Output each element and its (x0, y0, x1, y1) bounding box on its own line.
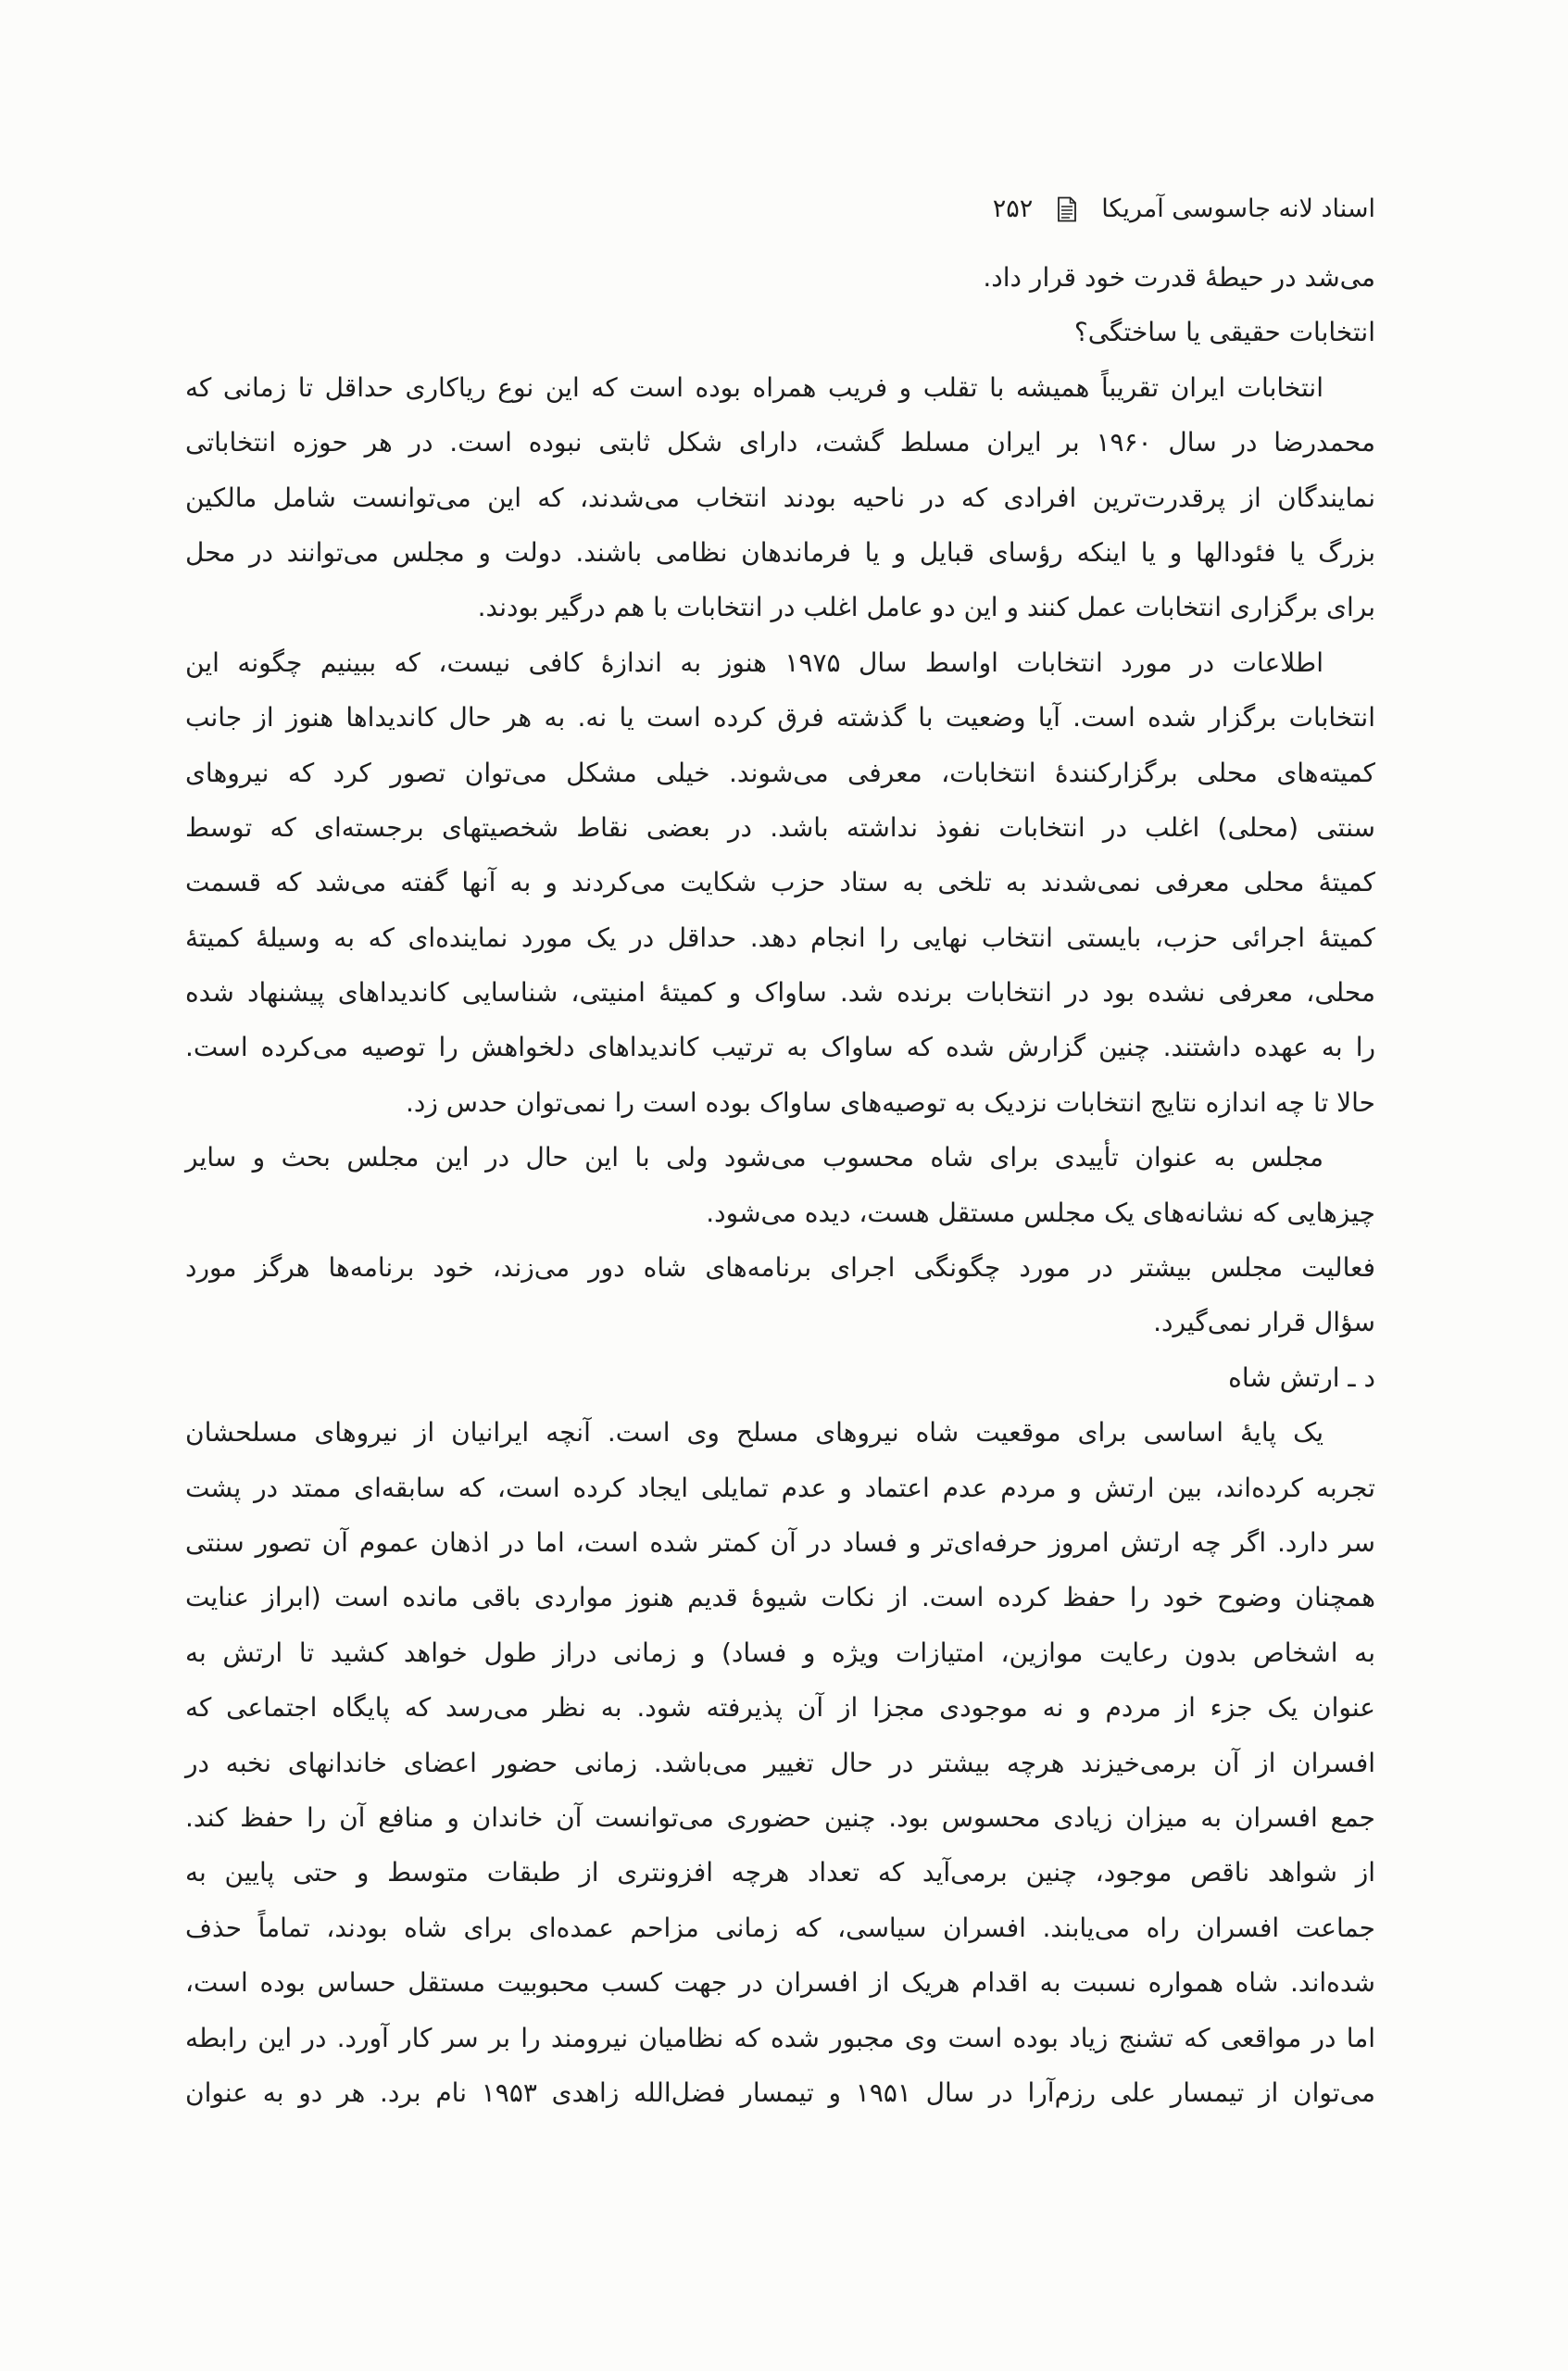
text-line: مجلس به عنوان تأییدی برای شاه محسوب می‌شود ولی با این حال در این مجلس بحث و سایر (185, 1142, 1323, 1173)
text-line: افسران از آن برمی‌خیزند هرچه بیشتر در حال تغییر می‌باشد. زمانی حضور اعضای خاندانهای نخبه در (185, 1747, 1375, 1778)
text-line: جمع افسران به میزان زیادی محسوس بود. چنین حضوری می‌توانست آن خاندان و منافع آن را حفظ کند. (185, 1801, 1375, 1833)
text-line: محمدرضا در سال ۱۹۶۰ بر ایران مسلط گشت، دارای شکل ثابتی نبوده است. در هر حوزه انتخاباتی (185, 427, 1375, 458)
text-line: کمیته‌های محلی برگزارکنندۀ انتخابات، معرفی می‌شوند. خیلی مشکل می‌توان تصور کرد که نیروهای (185, 757, 1375, 788)
text-line: محلی، معرفی نشده بود در انتخابات برنده شد. ساواک و کمیتۀ امنیتی، شناسایی کاندیداهای پیشنهاد شده (185, 977, 1375, 1009)
book-title: اسناد لانه جاسوسی آمریکا (1101, 194, 1375, 223)
text-line: کمیتۀ محلی معرفی نمی‌شدند به تلخی به ستاد حزب شکایت می‌کردند و به آنها گفته می‌شد که قسمت (185, 867, 1375, 898)
text-line: به اشخاص بدون رعایت موازین، امتیازات ویژه و فساد) و زمانی دراز طول خواهد کشید تا ارتش به (185, 1637, 1375, 1668)
text-line: فعالیت مجلس بیشتر در مورد چگونگی اجرای برنامه‌های شاه دور می‌زند، خود برنامه‌ها هرگز مورد (185, 1252, 1375, 1284)
text-line: از شواهد ناقص موجود، چنین برمی‌آید که تعداد هرچه افزونتری از طبقات متوسط و حتی پایین به (185, 1857, 1375, 1888)
text-line: عنوان یک جزء از مردم و نه موجودی مجزا از آن پذیرفته شود. به نظر می‌رسد که پایگاه اجتماعی که (185, 1692, 1375, 1724)
paragraph (185, 360, 1375, 635)
text-line: سنتی (محلی) اغلب در انتخابات نفوذ نداشته باشد. در بعضی نقاط شخصیتهای برجسته‌ای که توسط (185, 811, 1375, 843)
text-line: جماعت افسران راه می‌یابند. افسران سیاسی، که زمانی مزاحم عمده‌ای برای شاه بودند، تماماً حذف (185, 1912, 1375, 1943)
text-line: همچنان وضوح خود را حفظ کرده است. از نکات شیوۀ قدیم هنوز مواردی باقی مانده است (ابراز عنایت (185, 1582, 1375, 1613)
text-line: سؤال قرار نمی‌گیرد. (1153, 1307, 1375, 1338)
text-line: چیزهایی که نشانه‌های یک مجلس مستقل هست، دیده می‌شود. (706, 1197, 1375, 1228)
text-line: نمایندگان از پرقدرت‌ترین افرادی که در ناحیه بودند انتخاب می‌شدند، که این می‌توانست شامل مالکین (185, 482, 1375, 513)
page-number: ۲۵۲ (992, 194, 1034, 223)
paragraph (185, 1130, 1375, 1240)
text-line: حالا تا چه اندازه نتایج انتخابات نزدیک به توصیه‌های ساواک بوده است را نمی‌توان حدس زد. (405, 1086, 1375, 1118)
document-icon (1057, 196, 1077, 222)
section-heading: د ـ ارتش شاه (1228, 1361, 1375, 1393)
running-header (993, 182, 1375, 236)
text-line: سر دارد. اگر چه ارتش امروز حرفه‌ای‌تر و فساد در آن کمتر شده است، اما در اذهان عموم آن تصور سنتی (185, 1526, 1375, 1558)
text-line: برای برگزاری انتخابات عمل کنند و این دو عامل اغلب در انتخابات با هم درگیر بودند. (477, 592, 1375, 623)
text-line: بزرگ یا فئودالها و یا اینکه رؤسای قبایل و یا فرماندهان نظامی باشند. دولت و مجلس می‌توانند در محل (185, 536, 1375, 568)
paragraph (185, 635, 1375, 1131)
text-line: انتخابات ایران تقریباً همیشه با تقلب و فریب همراه بوده است که این نوع ریاکاری حداقل تا زمانی که (185, 371, 1323, 403)
paragraph (185, 1240, 1375, 1350)
text-line: اما در مواقعی که تشنج زیاد بوده است وی مجبور شده که نظامیان نیرومند را بر سر کار آورد. در این رابطه (185, 2022, 1375, 2053)
text-line: تجربه کرده‌اند، بین ارتش و مردم عدم اعتماد و عدم تمایلی ایجاد کرده است، که سابقه‌ای ممتد در پشت (185, 1472, 1375, 1503)
text-line: انتخابات برگزار شده است. آیا وضعیت با گذشته فرق کرده است یا نه. به هر حال کاندیداها هنوز از جانب (185, 702, 1375, 734)
section-heading: انتخابات حقیقی یا ساختگی؟ (1073, 317, 1375, 348)
page-body (185, 250, 1375, 2120)
text-line: را به عهده داشتند. چنین گزارش شده که ساواک به ترتیب کاندیداهای دلخواهش را توصیه می‌کرده است. (185, 1032, 1375, 1063)
text-line: کمیتۀ اجرائی حزب، بایستی انتخاب نهایی را انجام دهد. حداقل در یک مورد نماینده‌ای که به وسیلۀ کمیتۀ (185, 922, 1375, 953)
paragraph (185, 1405, 1375, 2120)
text-line: شده‌اند. شاه همواره نسبت به اقدام هریک از افسران در جهت کسب محبوبیت مستقل حساس بوده است، (185, 1967, 1375, 1999)
text-line: می‌توان از تیمسار علی رزم‌آرا در سال ۱۹۵۱ و تیمسار فضل‌الله زاهدی ۱۹۵۳ نام برد. هر دو به عنوان (185, 2076, 1375, 2108)
continuation-line: می‌شد در حیطۀ قدرت خود قرار داد. (983, 262, 1375, 293)
text-line: یک پایۀ اساسی برای موقعیت شاه نیروهای مسلح وی است. آنچه ایرانیان از نیروهای مسلحشان (185, 1417, 1323, 1449)
text-line: اطلاعات در مورد انتخابات اواسط سال ۱۹۷۵ هنوز به اندازۀ کافی نیست، که ببینیم چگونه این (185, 646, 1323, 678)
